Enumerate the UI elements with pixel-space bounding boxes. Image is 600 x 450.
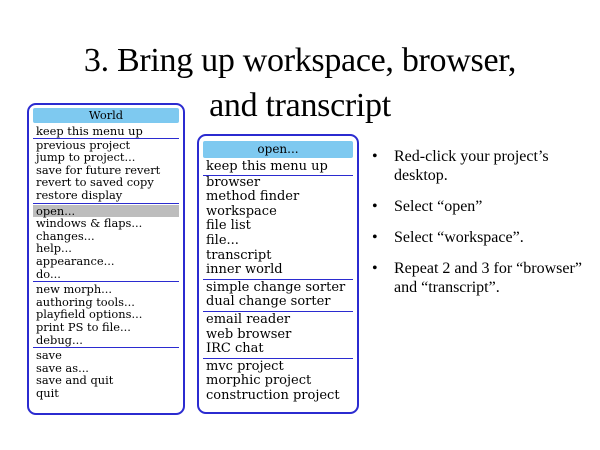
open-menu-items (203, 160, 353, 404)
menu-item[interactable]: keep this menu up (33, 125, 179, 139)
menu-item[interactable]: print PS to file... (36, 319, 131, 334)
menu-item[interactable]: IRC chat (206, 341, 264, 357)
menu-item[interactable]: save as... (36, 360, 89, 375)
instruction-item (370, 197, 595, 216)
menu-item[interactable]: open... (33, 205, 179, 218)
menu-item[interactable]: keep this menu up (203, 160, 353, 176)
instruction-text: Select “workspace”. (394, 229, 524, 246)
menu-item[interactable]: dual change sorter (206, 294, 331, 310)
menu-item[interactable]: windows & flaps... (36, 216, 143, 231)
menu-item[interactable]: browser (206, 174, 261, 190)
instruction-list (370, 147, 595, 309)
world-menu-title[interactable]: World (33, 108, 179, 123)
menu-item[interactable]: playfield options... (36, 307, 143, 322)
instruction-item (370, 259, 595, 297)
menu-item[interactable]: file list (206, 218, 251, 234)
instruction-item (370, 147, 595, 185)
menu-item[interactable]: authoring tools... (36, 294, 135, 309)
menu-item[interactable]: help... (36, 241, 72, 256)
instruction-item (370, 228, 595, 247)
menu-item[interactable]: restore display (36, 187, 123, 202)
slide-title-line-1: 3. Bring up workspace, browser, (83, 42, 517, 79)
menu-item[interactable]: save (36, 348, 62, 363)
menu-item[interactable]: debug... (36, 332, 83, 347)
world-menu-items (33, 125, 179, 399)
menu-item[interactable]: method finder (206, 189, 300, 205)
menu-item[interactable]: save and quit (36, 373, 114, 388)
instruction-text: Select “open” (394, 198, 483, 215)
menu-item[interactable]: web browser (206, 326, 292, 342)
menu-item[interactable]: do... (36, 266, 61, 281)
menu-item[interactable]: file... (206, 232, 239, 248)
menu-item[interactable]: construction project (206, 387, 340, 403)
bullet-icon: • (372, 260, 378, 277)
menu-item[interactable]: changes... (36, 228, 95, 243)
menu-item[interactable]: revert to saved copy (36, 175, 154, 190)
menu-item[interactable]: previous project (36, 137, 131, 152)
menu-item[interactable]: mvc project (206, 358, 284, 374)
menu-item[interactable]: simple change sorter (206, 279, 346, 295)
open-menu (197, 134, 359, 414)
menu-item[interactable]: quit (36, 385, 59, 400)
menu-item[interactable]: save for future revert (36, 162, 161, 177)
menu-item[interactable]: workspace (206, 203, 277, 219)
slide-title-line-2: and transcript (209, 87, 391, 124)
menu-item[interactable]: jump to project... (36, 150, 136, 165)
menu-item[interactable]: new morph... (36, 282, 113, 297)
world-menu (27, 103, 185, 415)
bullet-icon: • (372, 148, 378, 165)
menu-item[interactable]: email reader (206, 311, 291, 327)
open-menu-title[interactable]: open... (203, 141, 353, 158)
instruction-text: Red-click your project’s desktop. (394, 148, 549, 184)
bullet-icon: • (372, 198, 378, 215)
bullet-icon: • (372, 229, 378, 246)
instruction-text: Repeat 2 and 3 for “browser” and “transcript”. (394, 260, 582, 296)
menu-item[interactable]: morphic project (206, 373, 312, 389)
menu-item[interactable]: inner world (206, 262, 283, 278)
menu-item[interactable]: transcript (206, 247, 272, 263)
menu-item[interactable]: appearance... (36, 253, 115, 268)
